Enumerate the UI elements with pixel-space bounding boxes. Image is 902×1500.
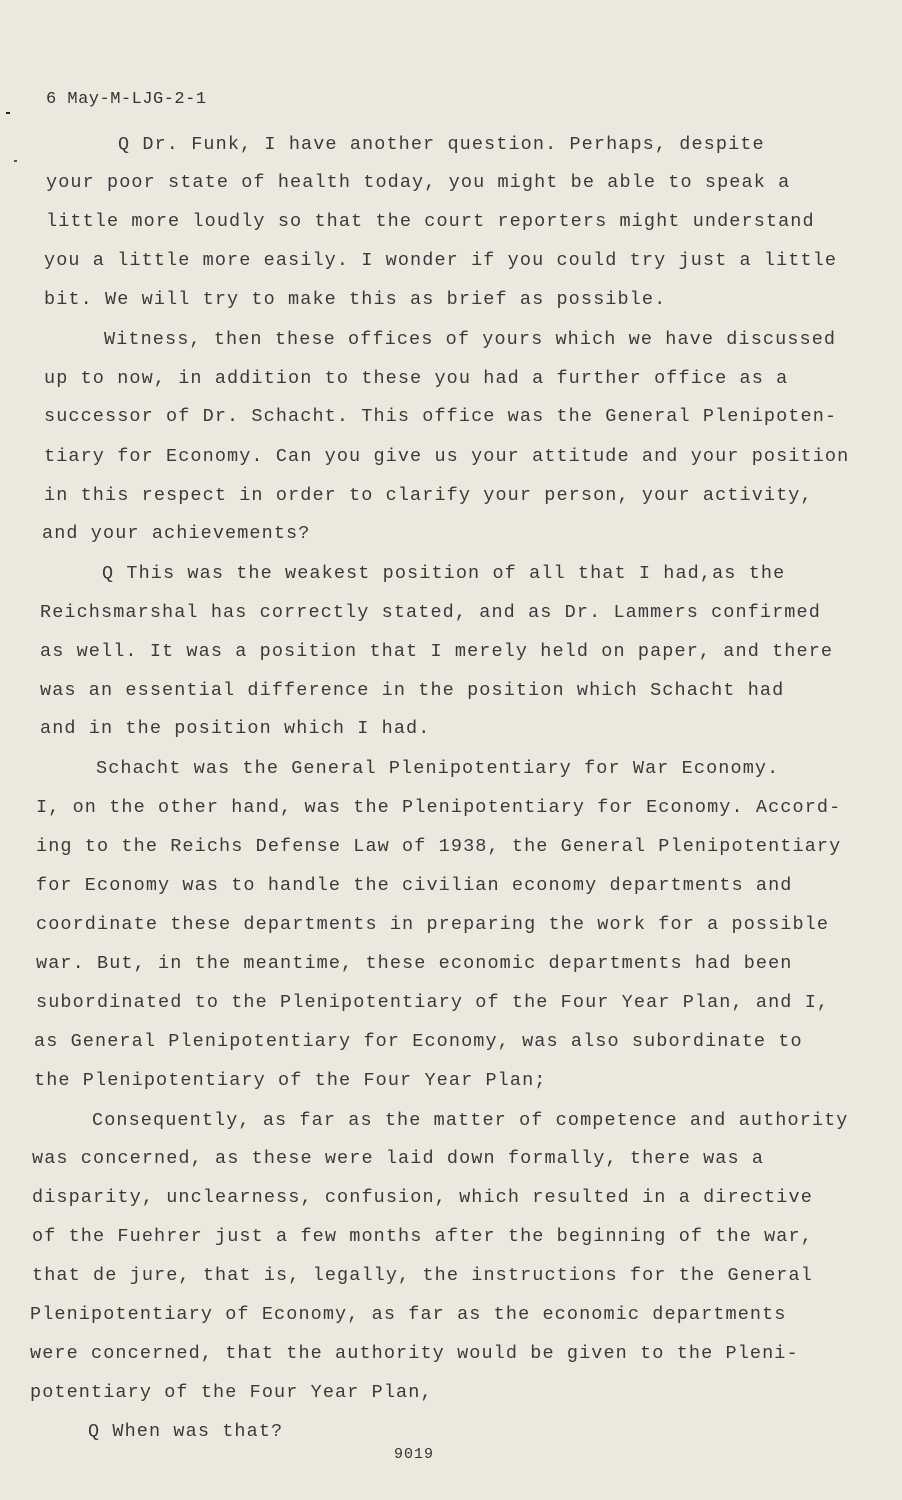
text-line: as General Plenipotentiary for Economy, was also subordinate to	[34, 1031, 803, 1052]
text-line: subordinated to the Plenipotentiary of the Four Year Plan, and I,	[36, 992, 830, 1013]
text-line: was an essential difference in the position which Schacht had	[40, 680, 785, 701]
text-line: the Plenipotentiary of the Four Year Plan;	[34, 1070, 547, 1091]
text-line: Q This was the weakest position of all that I had,as the	[102, 563, 786, 584]
text-line: that de jure, that is, legally, the instructions for the General	[32, 1265, 813, 1286]
text-line: Schacht was the General Plenipotentiary for War Economy.	[96, 758, 780, 779]
text-line: ing to the Reichs Defense Law of 1938, the General Plenipotentiary	[36, 836, 842, 857]
text-line: tiary for Economy. Can you give us your attitude and your position	[44, 446, 850, 467]
text-line: your poor state of health today, you might be able to speak a	[46, 172, 791, 193]
text-line: were concerned, that the authority would be given to the Pleni-	[30, 1343, 799, 1364]
text-line: and in the position which I had.	[40, 718, 431, 739]
text-line: disparity, unclearness, confusion, which resulted in a directive	[32, 1187, 813, 1208]
text-line: Reichsmarshal has correctly stated, and as Dr. Lammers confirmed	[40, 602, 821, 623]
text-line: bit. We will try to make this as brief as possible.	[44, 289, 667, 310]
text-line: Consequently, as far as the matter of competence and authority	[92, 1110, 849, 1131]
text-line: Plenipotentiary of Economy, as far as the economic departments	[30, 1304, 787, 1325]
margin-mark	[6, 112, 10, 114]
text-line: as well. It was a position that I merely held on paper, and there	[40, 641, 834, 662]
page-number: 9019	[394, 1446, 435, 1463]
text-line: successor of Dr. Schacht. This office was the General Plenipoten-	[44, 406, 838, 427]
text-line: Witness, then these offices of yours which we have discussed	[104, 329, 837, 350]
text-line: in this respect in order to clarify your person, your activity,	[44, 485, 813, 506]
text-line: and your achievements?	[42, 523, 311, 544]
text-line: potentiary of the Four Year Plan,	[30, 1382, 433, 1403]
document-header: 6 May-M-LJG-2-1	[46, 90, 207, 109]
text-line: war. But, in the meantime, these economic departments had been	[36, 953, 793, 974]
text-line: Q Dr. Funk, I have another question. Perhaps, despite	[118, 134, 765, 155]
text-line: of the Fuehrer just a few months after the beginning of the war,	[32, 1226, 813, 1247]
text-line: for Economy was to handle the civilian economy departments and	[36, 875, 793, 896]
text-line: I, on the other hand, was the Plenipotentiary for Economy. Accord-	[36, 797, 842, 818]
text-line: coordinate these departments in preparing the work for a possible	[36, 914, 830, 935]
margin-mark-small	[14, 160, 17, 162]
text-line: Q When was that?	[88, 1421, 284, 1442]
text-line: was concerned, as these were laid down formally, there was a	[32, 1148, 765, 1169]
text-line: little more loudly so that the court reporters might understand	[46, 211, 815, 232]
text-line: you a little more easily. I wonder if you could try just a little	[44, 250, 838, 271]
text-line: up to now, in addition to these you had a further office as a	[44, 368, 789, 389]
